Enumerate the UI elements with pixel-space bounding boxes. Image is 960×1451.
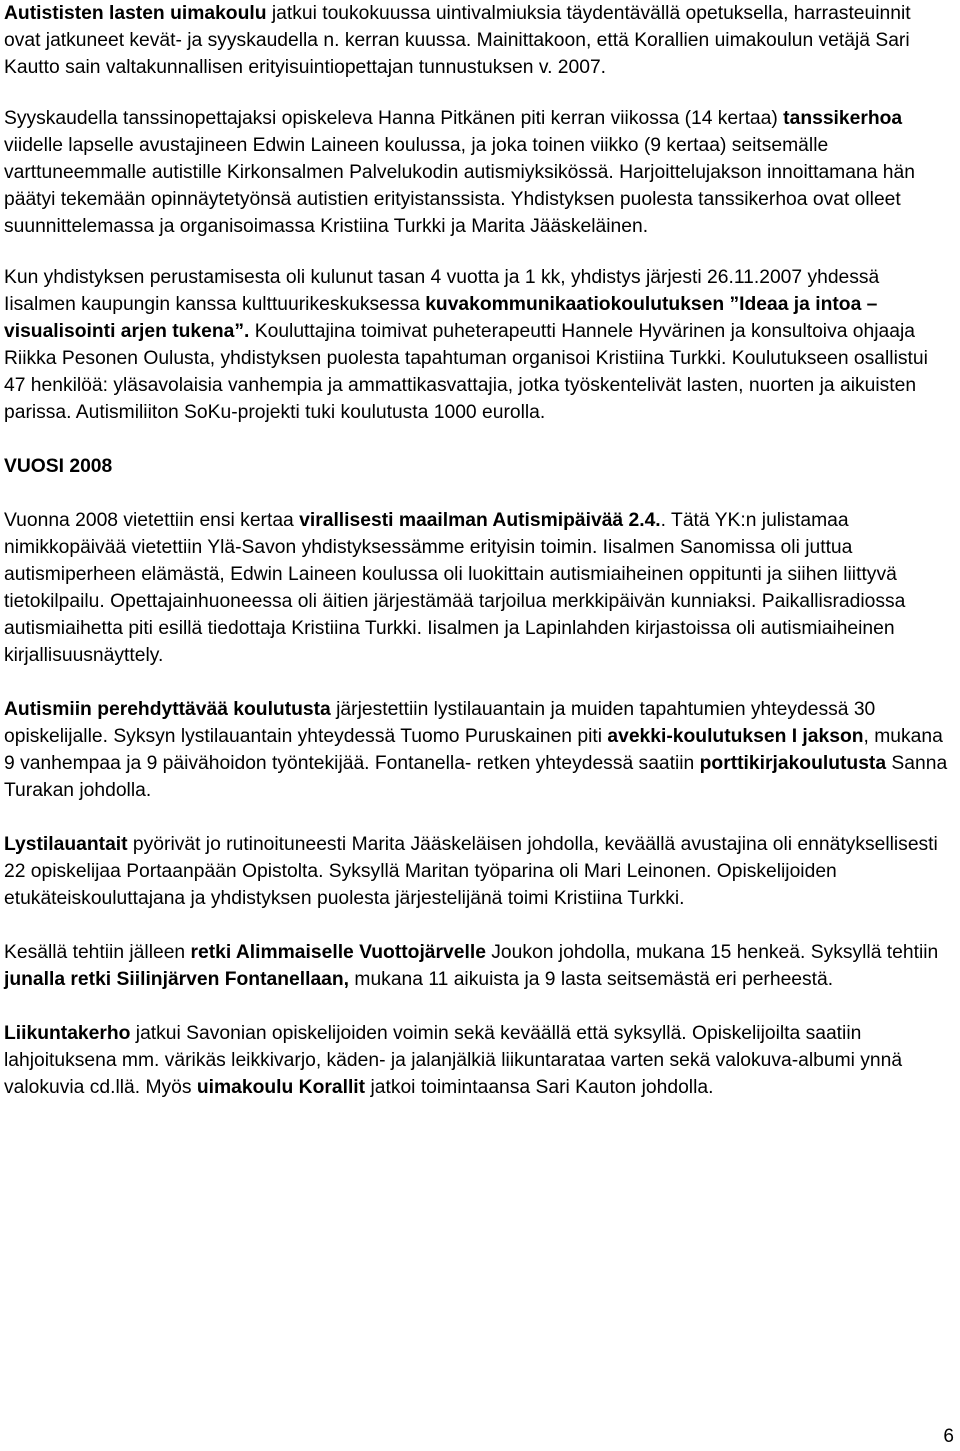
paragraph-text: järjestettiin lystilauantain ja muiden tapahtumien yhteydessä 30 opiskelijalle. Syksyn lystilauantain yhteydessä Tuomo Puruskainen piti (4, 699, 876, 747)
paragraph-swim-school (4, 0, 952, 81)
paragraph-text: Kun yhdistyksen perustamisesta oli kulunut tasan 4 vuotta ja 1 kk, yhdistys järjesti 26.11.2007 yhdessä Iisalmen kaupungin kanssa kulttuurikeskuksessa (4, 267, 880, 315)
paragraph-text: Vuonna 2008 vietettiin ensi kertaa (4, 510, 300, 531)
bold-term: Autististen lasten uimakoulu (4, 3, 267, 24)
paragraph-text: . Tätä YK:n julistamaa nimikkopäivää vietettiin Ylä-Savon yhdistyksessämme erityisin toimin. Iisalmen Sanomissa oli juttua autismiperheen elämästä, Edwin Laineen koulussa oli luokittain autismiaiheinen oppitunti ja siihen liittyvä tietokilpailu. Opettajainhuoneessa oli äitien järjestämää tarjoilua merkkipäivän kunniaksi. Paikallisradiossa autismiaihetta piti esillä tiedottaja Kristiina Turkki. Iisalmen ja Lapinlahden kirjastoissa oli autismiaiheinen kirjallisuusnäyttely. (4, 510, 906, 666)
paragraph-sports-club (4, 1020, 952, 1101)
bold-term: virallisesti maailman Autismipäivää 2.4. (299, 510, 661, 531)
paragraph-text: Kouluttajina toimivat puheterapeutti Hannele Hyvärinen ja konsultoiva ohjaaja Riikka Pesonen Oulusta, yhdistyksen puolesta tapahtuman organisoi Kristiina Turkki. Koulutukseen osallistui 47 henkilöä: yläsavolaisia vanhempia ja ammattikasvattajia, jotka työskentelivät lasten, nuorten ja aikuisten parissa. Autismiliiton SoKu-projekti tuki koulutusta 1000 eurolla. (4, 321, 928, 423)
bold-term: avekki-koulutuksen I jakson (607, 726, 864, 747)
paragraph-text: jatkui Savonian opiskelijoiden voimin sekä keväällä että syksyllä. Opiskelijoilta saatiin lahjoituksena mm. värikäs leikkivarjo, käden- ja jalanjälkiä liikuntarataa varten sekä valokuva-albumi ynnä valokuvia cd.llä. Myös (4, 1023, 903, 1098)
paragraph-text: Joukon johdolla, mukana 15 henkeä. Syksyllä tehtiin (485, 942, 939, 963)
bold-term: junalla retki Siilinjärven Fontanellaan, (4, 969, 350, 990)
bold-term: tanssikerhoa (783, 108, 903, 129)
paragraph-dance-club (4, 105, 952, 240)
bold-term: kuvakommunikaatiokoulutuksen ”Ideaa ja intoa – visualisointi arjen tukena”. (4, 294, 878, 342)
page-number: 6 (943, 1426, 954, 1447)
section-heading: VUOSI 2008 (4, 456, 113, 477)
paragraph-training (4, 264, 952, 426)
bold-term: Lystilauantait (4, 834, 128, 855)
bold-term: Liikuntakerho (4, 1023, 131, 1044)
paragraph-text: Kesällä tehtiin jälleen (4, 942, 191, 963)
paragraph-trips (4, 939, 952, 993)
paragraph-text: viidelle lapselle avustajineen Edwin Laineen koulussa, ja joka toinen viikko (9 kertaa) seitsemälle varttuneemmalle autistille Kirkonsalmen Palvelukodin autismiyksikössä. Harjoittelujakson innoittamana hän päätyi tekemään opinnäytetyönsä autistien erityistanssista. Yhdistyksen puolesta tanssikerhoa ovat olleet suunnittelemassa ja organisoimassa Kristiina Turkki ja Marita Jääskeläinen. (4, 135, 915, 237)
paragraph-text: Sanna Turakan johdolla. (4, 753, 948, 801)
bold-term: retki Alimmaiselle Vuottojärvelle (190, 942, 486, 963)
paragraph-text: pyörivät jo rutinoituneesti Marita Jääskeläisen johdolla, keväällä avustajina oli ennätyksellisesti 22 opiskelijaa Portaanpään Opistolta. Syksyllä Maritan työparina oli Mari Leinonen. Opiskelijoiden etukäteiskouluttajana ja yhdistyksen puolesta järjestelijänä toimi Kristiina Turkki. (4, 834, 938, 909)
paragraph-autism-day (4, 507, 952, 669)
paragraph-text: jatkoi toimintaansa Sari Kauton johdolla. (365, 1077, 714, 1098)
paragraph-text: mukana 11 aikuista ja 9 lasta seitsemästä eri perheestä. (349, 969, 834, 990)
bold-term: porttikirjakoulutusta (699, 753, 887, 774)
bold-term: uimakoulu Korallit (196, 1077, 366, 1098)
document-page (4, 0, 952, 1101)
bold-term: Autismiin perehdyttävää koulutusta (4, 699, 331, 720)
paragraph-text: , mukana 9 vanhempaa ja 9 päivähoidon työntekijää. Fontanella- retken yhteydessä saatiin (4, 726, 943, 774)
paragraph-lysti-saturdays (4, 831, 952, 912)
paragraph-autism-training (4, 696, 952, 804)
paragraph-text: jatkui toukokuussa uintivalmiuksia täydentävällä opetuksella, harrasteuinnit ovat jatkuneet kevät- ja syyskaudella n. kerran kuussa. Mainittakoon, että Korallien uimakoulun vetäjä Sari Kautto sain valtakunnallisen erityisuintiopettajan tunnustuksen v. 2007. (4, 3, 911, 78)
paragraph-text: Syyskaudella tanssinopettajaksi opiskeleva Hanna Pitkänen piti kerran viikossa (14 kertaa) (4, 108, 784, 129)
